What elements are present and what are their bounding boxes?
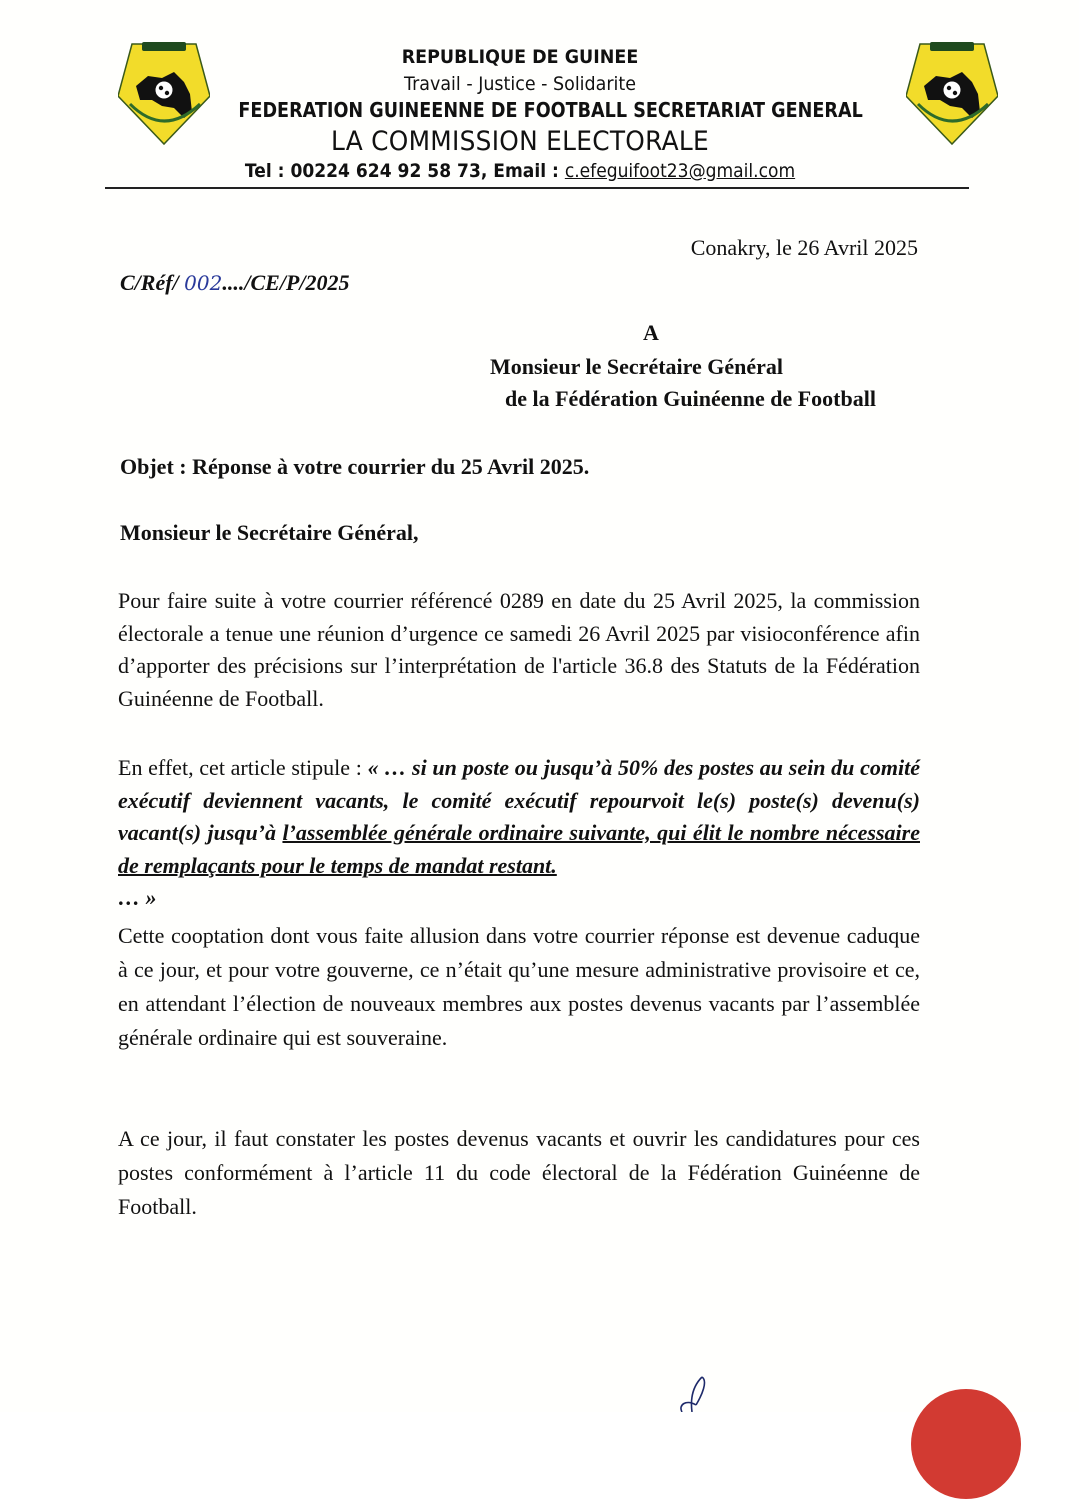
recipient-line-2: de la Fédération Guinéenne de Football	[505, 386, 876, 411]
article-quote-text: « … si un poste ou jusqu’à 50% des postes au sein du comité exécutif deviennent vacants, le comité exécutif repourvoit le(s) poste(s) devenu(s) vacant(s) jusqu’à	[118, 755, 920, 845]
recipient-line-1: Monsieur le Secrétaire Général	[490, 354, 784, 379]
federation-crest-icon	[118, 34, 210, 146]
reference-number	[120, 270, 349, 296]
subject-line: Objet : Réponse à votre courrier du 25 Avril 2025.	[120, 454, 590, 479]
paragraph-1: Pour faire suite à votre courrier référencé 0289 en date du 25 Avril 2025, la commission électorale a tenue une réunion d’urgence ce samedi 26 Avril 2025 par visioconférence afin d’apporter des précisions sur l’interprétation de l'article 36.8 des Statuts de la Fédération Guinéenne de Football.	[118, 588, 920, 711]
signature-mark	[672, 1375, 722, 1412]
article-quote-underlined: l’assemblée générale ordinaire suivante, qui élit le nombre nécessaire de remplaçants pour le temps de mandat restant.	[118, 820, 920, 878]
paragraph-2	[118, 752, 920, 915]
email-link[interactable]: c.efeguifoot23@gmail.com	[564, 160, 796, 182]
paragraph-3: Cette cooptation dont vous faite allusion dans votre courrier réponse est devenue caduque à ce jour, et pour votre gouverne, ce n’était qu’une mesure administrative provisoire et ce, en attendant l’élection de nouveaux membres aux postes devenus vacants par l’assemblée générale ordinaire qui est souveraine.	[118, 923, 920, 1050]
salutation: Monsieur le Secrétaire Général,	[120, 520, 419, 545]
header-country: REPUBLIQUE DE GUINEE	[401, 46, 639, 68]
header-contact	[232, 160, 808, 182]
paragraph-4: A ce jour, il faut constater les postes devenus vacants et ouvrir les candidatures pour ces postes conformément à l’article 11 du code électoral de la Fédération Guinéenne de Football.	[118, 1126, 920, 1219]
reference-prefix: C/Réf/	[120, 270, 185, 295]
contact-phone-label: Tel : 00224 624 92 58 73, Email :	[244, 160, 565, 182]
recipient-to: A	[643, 320, 659, 345]
article-quote-end: … »	[118, 885, 157, 910]
place-date: Conakry, le 26 Avril 2025	[690, 235, 918, 260]
header-commission: LA COMMISSION ELECTORALE	[331, 126, 709, 157]
header-motto: Travail - Justice - Solidarite	[403, 73, 636, 95]
reference-handwritten-number: 002	[184, 271, 223, 295]
header-divider	[105, 187, 969, 189]
header-federation: FEDERATION GUINEENNE DE FOOTBALL SECRETARIAT GENERAL	[238, 98, 863, 122]
paragraph-2-intro: En effet, cet article stipule :	[118, 755, 368, 780]
reference-suffix: ..../CE/P/2025	[222, 270, 350, 295]
federation-crest-icon	[906, 34, 998, 146]
official-stamp	[911, 1389, 1021, 1499]
